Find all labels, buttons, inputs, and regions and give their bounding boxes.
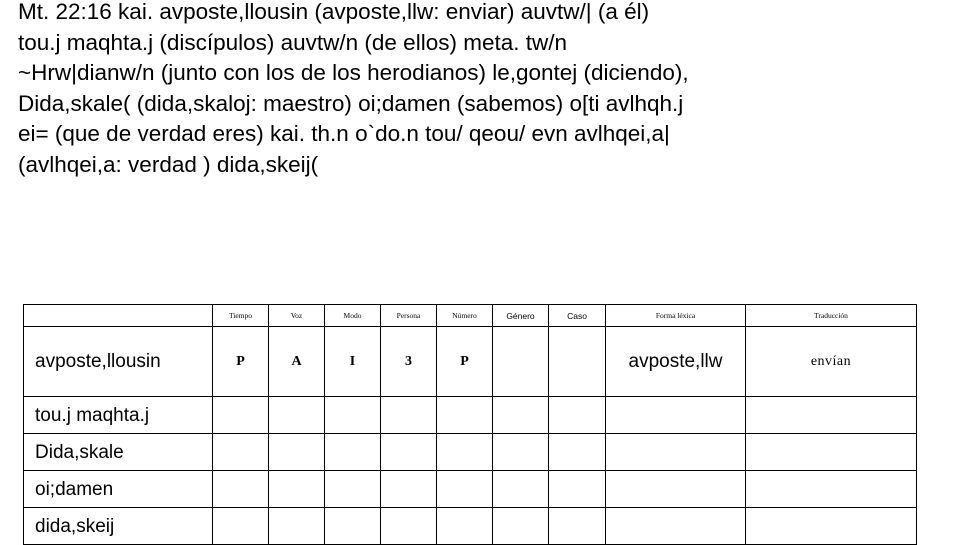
header-word-cell [24, 305, 213, 327]
traduccion-cell [746, 397, 917, 434]
passage-line: Mt. 22:16 kai. avposte,llousin (avposte,llw: enviar) auvtw/| (a él) [18, 0, 650, 24]
persona-cell: 3 [381, 327, 437, 397]
voz-cell [269, 508, 325, 545]
table-row [24, 327, 917, 397]
tiempo-cell: P [213, 327, 269, 397]
table-row [24, 471, 917, 508]
forma-lexica-cell [606, 508, 746, 545]
persona-cell [381, 471, 437, 508]
numero-cell [437, 471, 493, 508]
parsing-table [23, 304, 917, 545]
forma-lexica-cell [606, 434, 746, 471]
voz-cell [269, 471, 325, 508]
header-genero: Género [493, 305, 549, 327]
numero-cell [437, 434, 493, 471]
passage-line: Dida,skale( (dida,skaloj: maestro) oi;damen (sabemos) o[ti avlhqh.j [18, 90, 684, 116]
traduccion-cell: envían [746, 327, 917, 397]
caso-cell [549, 434, 606, 471]
caso-cell [549, 327, 606, 397]
modo-cell [325, 471, 381, 508]
traduccion-cell [746, 471, 917, 508]
numero-cell [437, 508, 493, 545]
word-cell: Dida,skale [24, 434, 213, 471]
header-voz: Voz [269, 305, 325, 327]
table-row [24, 397, 917, 434]
word-cell: avposte,llousin [24, 327, 213, 397]
table-row [24, 434, 917, 471]
persona-cell [381, 397, 437, 434]
word-cell: tou.j maqhta.j [24, 397, 213, 434]
tiempo-cell [213, 434, 269, 471]
header-caso: Caso [549, 305, 606, 327]
header-numero: Número [437, 305, 493, 327]
traduccion-cell [746, 434, 917, 471]
forma-lexica-cell: avposte,llw [606, 327, 746, 397]
header-traduccion: Traducción [746, 305, 917, 327]
header-forma-lexica: Forma léxica [606, 305, 746, 327]
voz-cell [269, 397, 325, 434]
genero-cell [493, 471, 549, 508]
passage-line: (avlhqei,a: verdad ) dida,skeij( [18, 151, 319, 177]
word-cell: dida,skeij [24, 508, 213, 545]
passage-line: ~Hrw|dianw/n (junto con los de los herodianos) le,gontej (diciendo), [18, 60, 689, 85]
passage-line: ei= (que de verdad eres) kai. th.n o`do.n tou/ qeou/ evn avlhqei,a| [18, 121, 670, 146]
voz-cell [269, 434, 325, 471]
modo-cell: I [325, 327, 381, 397]
genero-cell [493, 434, 549, 471]
caso-cell [549, 508, 606, 545]
word-cell: oi;damen [24, 471, 213, 508]
header-tiempo: Tiempo [213, 305, 269, 327]
caso-cell [549, 397, 606, 434]
modo-cell [325, 434, 381, 471]
numero-cell: P [437, 327, 493, 397]
voz-cell: A [269, 327, 325, 397]
forma-lexica-cell [606, 397, 746, 434]
tiempo-cell [213, 397, 269, 434]
genero-cell [493, 508, 549, 545]
passage-text [18, 0, 958, 180]
tiempo-cell [213, 471, 269, 508]
genero-cell [493, 397, 549, 434]
traduccion-cell [746, 508, 917, 545]
genero-cell [493, 327, 549, 397]
forma-lexica-cell [606, 471, 746, 508]
modo-cell [325, 397, 381, 434]
table-row [24, 508, 917, 545]
header-persona: Persona [381, 305, 437, 327]
passage-line: tou.j maqhta.j (discípulos) auvtw/n (de ellos) meta. tw/n [18, 29, 567, 55]
numero-cell [437, 397, 493, 434]
persona-cell [381, 508, 437, 545]
tiempo-cell [213, 508, 269, 545]
header-modo: Modo [325, 305, 381, 327]
caso-cell [549, 471, 606, 508]
table-header-row [24, 305, 917, 327]
modo-cell [325, 508, 381, 545]
persona-cell [381, 434, 437, 471]
